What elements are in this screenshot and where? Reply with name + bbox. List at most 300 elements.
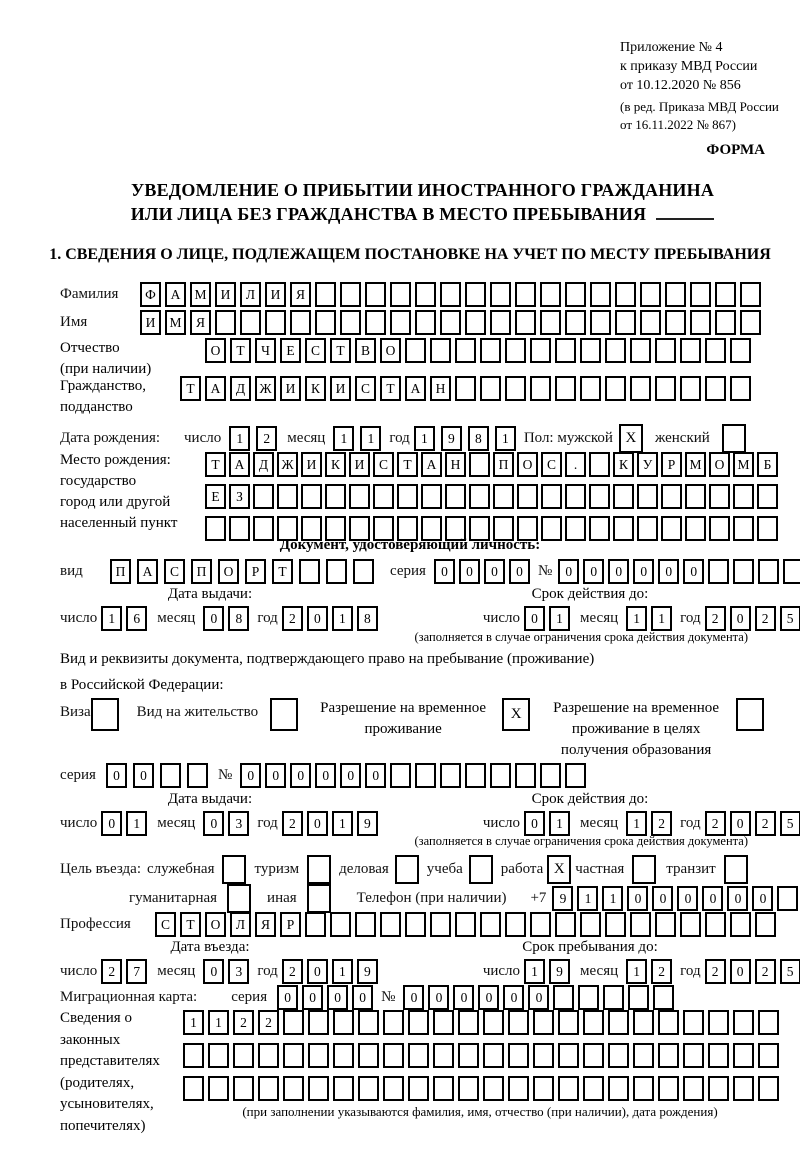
char-box[interactable]: 7	[126, 959, 147, 984]
sex-male-checkbox[interactable]: X	[619, 424, 643, 453]
char-box[interactable]	[340, 282, 361, 307]
char-box[interactable]: Р	[280, 912, 301, 937]
char-box[interactable]: 1	[332, 606, 353, 631]
char-box[interactable]	[325, 484, 346, 509]
char-box[interactable]	[469, 452, 490, 477]
char-box[interactable]	[505, 338, 526, 363]
char-box[interactable]: 1	[126, 811, 147, 836]
char-box[interactable]	[630, 376, 651, 401]
char-box[interactable]	[690, 282, 711, 307]
char-box[interactable]	[540, 310, 561, 335]
char-box[interactable]: Ч	[255, 338, 276, 363]
char-box[interactable]: П	[191, 559, 212, 584]
char-box[interactable]	[187, 763, 208, 788]
char-box[interactable]	[353, 559, 374, 584]
char-box[interactable]	[658, 1043, 679, 1068]
char-box[interactable]	[758, 1010, 779, 1035]
char-box[interactable]	[758, 1076, 779, 1101]
char-box[interactable]: 0	[558, 559, 579, 584]
char-box[interactable]	[283, 1043, 304, 1068]
char-box[interactable]	[515, 310, 536, 335]
char-box[interactable]	[480, 338, 501, 363]
char-box[interactable]: С	[541, 452, 562, 477]
residence-permit-checkbox[interactable]	[270, 698, 298, 731]
char-box[interactable]: 9	[549, 959, 570, 984]
char-box[interactable]	[315, 282, 336, 307]
char-box[interactable]	[608, 1043, 629, 1068]
char-box[interactable]: Т	[272, 559, 293, 584]
char-box[interactable]: 2	[258, 1010, 279, 1035]
char-box[interactable]: 0	[524, 811, 545, 836]
char-box[interactable]	[658, 1076, 679, 1101]
char-box[interactable]: 0	[403, 985, 424, 1010]
char-box[interactable]: Л	[240, 282, 261, 307]
char-box[interactable]: 0	[730, 606, 751, 631]
char-box[interactable]: С	[373, 452, 394, 477]
char-box[interactable]	[533, 1010, 554, 1035]
char-box[interactable]	[445, 484, 466, 509]
char-box[interactable]: С	[305, 338, 326, 363]
char-box[interactable]	[655, 338, 676, 363]
char-box[interactable]	[740, 310, 761, 335]
char-box[interactable]	[705, 338, 726, 363]
char-box[interactable]	[530, 376, 551, 401]
char-box[interactable]	[583, 1010, 604, 1035]
char-box[interactable]: О	[205, 912, 226, 937]
char-box[interactable]	[333, 1043, 354, 1068]
char-box[interactable]: 0	[627, 886, 648, 911]
char-box[interactable]: 0	[459, 559, 480, 584]
char-box[interactable]	[683, 1010, 704, 1035]
char-box[interactable]	[690, 310, 711, 335]
char-box[interactable]: Т	[205, 452, 226, 477]
char-box[interactable]: 1	[332, 959, 353, 984]
char-box[interactable]: О	[709, 452, 730, 477]
char-box[interactable]	[530, 338, 551, 363]
char-box[interactable]	[708, 1010, 729, 1035]
char-box[interactable]: А	[421, 452, 442, 477]
char-box[interactable]: К	[305, 376, 326, 401]
char-box[interactable]	[565, 763, 586, 788]
char-box[interactable]	[758, 559, 779, 584]
char-box[interactable]: 2	[755, 959, 776, 984]
char-box[interactable]: 1	[360, 426, 381, 451]
char-box[interactable]	[440, 763, 461, 788]
char-box[interactable]: 8	[357, 606, 378, 631]
char-box[interactable]: 1	[101, 606, 122, 631]
char-box[interactable]	[715, 282, 736, 307]
char-box[interactable]	[455, 376, 476, 401]
char-box[interactable]	[469, 484, 490, 509]
char-box[interactable]	[458, 1076, 479, 1101]
char-box[interactable]: 0	[478, 985, 499, 1010]
char-box[interactable]	[715, 310, 736, 335]
purpose-humanitarian-checkbox[interactable]	[227, 884, 251, 913]
char-box[interactable]: 1	[332, 811, 353, 836]
char-box[interactable]: 0	[302, 985, 323, 1010]
char-box[interactable]	[589, 452, 610, 477]
char-box[interactable]	[540, 282, 561, 307]
visa-checkbox[interactable]	[91, 698, 119, 731]
char-box[interactable]	[783, 559, 800, 584]
char-box[interactable]: И	[280, 376, 301, 401]
char-box[interactable]	[308, 1076, 329, 1101]
char-box[interactable]: 0	[327, 985, 348, 1010]
char-box[interactable]	[258, 1043, 279, 1068]
char-box[interactable]	[733, 484, 754, 509]
char-box[interactable]	[680, 338, 701, 363]
char-box[interactable]	[233, 1076, 254, 1101]
char-box[interactable]	[183, 1043, 204, 1068]
char-box[interactable]	[683, 1043, 704, 1068]
char-box[interactable]	[301, 484, 322, 509]
char-box[interactable]	[508, 1043, 529, 1068]
char-box[interactable]	[558, 1010, 579, 1035]
char-box[interactable]	[533, 1043, 554, 1068]
char-box[interactable]	[613, 484, 634, 509]
char-box[interactable]: 0	[101, 811, 122, 836]
char-box[interactable]	[589, 484, 610, 509]
char-box[interactable]	[483, 1010, 504, 1035]
char-box[interactable]	[755, 912, 776, 937]
char-box[interactable]	[655, 912, 676, 937]
char-box[interactable]: 0	[203, 811, 224, 836]
char-box[interactable]	[315, 310, 336, 335]
char-box[interactable]: О	[205, 338, 226, 363]
char-box[interactable]	[405, 912, 426, 937]
char-box[interactable]: 1	[229, 426, 250, 451]
char-box[interactable]: 9	[552, 886, 573, 911]
char-box[interactable]	[160, 763, 181, 788]
purpose-work-checkbox[interactable]: X	[547, 855, 571, 884]
char-box[interactable]	[505, 376, 526, 401]
char-box[interactable]	[665, 310, 686, 335]
char-box[interactable]: 9	[441, 426, 462, 451]
char-box[interactable]: 0	[133, 763, 154, 788]
char-box[interactable]	[583, 1043, 604, 1068]
char-box[interactable]: Ф	[140, 282, 161, 307]
char-box[interactable]: 0	[290, 763, 311, 788]
char-box[interactable]: С	[155, 912, 176, 937]
purpose-other-checkbox[interactable]	[307, 884, 331, 913]
char-box[interactable]: З	[229, 484, 250, 509]
char-box[interactable]	[380, 912, 401, 937]
char-box[interactable]: 1	[577, 886, 598, 911]
char-box[interactable]	[590, 310, 611, 335]
char-box[interactable]	[349, 484, 370, 509]
char-box[interactable]: С	[355, 376, 376, 401]
char-box[interactable]: А	[137, 559, 158, 584]
char-box[interactable]	[630, 912, 651, 937]
char-box[interactable]: 5	[780, 959, 800, 984]
char-box[interactable]: Е	[280, 338, 301, 363]
char-box[interactable]	[208, 1076, 229, 1101]
char-box[interactable]: 8	[228, 606, 249, 631]
char-box[interactable]	[605, 376, 626, 401]
char-box[interactable]	[355, 912, 376, 937]
char-box[interactable]	[640, 310, 661, 335]
char-box[interactable]: 2	[705, 959, 726, 984]
char-box[interactable]	[430, 338, 451, 363]
char-box[interactable]: 2	[282, 606, 303, 631]
char-box[interactable]	[415, 763, 436, 788]
char-box[interactable]: П	[493, 452, 514, 477]
char-box[interactable]: 0	[528, 985, 549, 1010]
char-box[interactable]: 1	[626, 606, 647, 631]
char-box[interactable]	[208, 1043, 229, 1068]
char-box[interactable]: Я	[190, 310, 211, 335]
char-box[interactable]: 0	[307, 606, 328, 631]
char-box[interactable]	[433, 1076, 454, 1101]
char-box[interactable]	[515, 763, 536, 788]
char-box[interactable]: И	[301, 452, 322, 477]
char-box[interactable]	[630, 338, 651, 363]
char-box[interactable]: 1	[495, 426, 516, 451]
char-box[interactable]: У	[637, 452, 658, 477]
purpose-transit-checkbox[interactable]	[724, 855, 748, 884]
char-box[interactable]: Я	[290, 282, 311, 307]
char-box[interactable]: 2	[651, 811, 672, 836]
char-box[interactable]	[517, 484, 538, 509]
char-box[interactable]: 0	[503, 985, 524, 1010]
char-box[interactable]	[383, 1043, 404, 1068]
char-box[interactable]: Д	[253, 452, 274, 477]
char-box[interactable]	[605, 338, 626, 363]
char-box[interactable]	[253, 484, 274, 509]
char-box[interactable]	[383, 1010, 404, 1035]
char-box[interactable]	[757, 484, 778, 509]
char-box[interactable]	[605, 912, 626, 937]
char-box[interactable]	[708, 559, 729, 584]
temp-residence-edu-checkbox[interactable]	[736, 698, 764, 731]
char-box[interactable]	[580, 912, 601, 937]
char-box[interactable]: А	[229, 452, 250, 477]
char-box[interactable]	[633, 1010, 654, 1035]
char-box[interactable]: Т	[397, 452, 418, 477]
char-box[interactable]	[455, 338, 476, 363]
char-box[interactable]	[421, 484, 442, 509]
char-box[interactable]: А	[405, 376, 426, 401]
char-box[interactable]	[555, 376, 576, 401]
char-box[interactable]	[373, 484, 394, 509]
char-box[interactable]	[558, 1076, 579, 1101]
char-box[interactable]: 0	[608, 559, 629, 584]
char-box[interactable]	[433, 1010, 454, 1035]
char-box[interactable]: 1	[602, 886, 623, 911]
char-box[interactable]	[733, 559, 754, 584]
char-box[interactable]: 0	[277, 985, 298, 1010]
char-box[interactable]	[590, 282, 611, 307]
char-box[interactable]: В	[355, 338, 376, 363]
char-box[interactable]	[740, 282, 761, 307]
char-box[interactable]: 1	[208, 1010, 229, 1035]
char-box[interactable]	[637, 484, 658, 509]
char-box[interactable]	[633, 1043, 654, 1068]
char-box[interactable]	[397, 484, 418, 509]
char-box[interactable]: Е	[205, 484, 226, 509]
char-box[interactable]: 0	[752, 886, 773, 911]
char-box[interactable]: 1	[414, 426, 435, 451]
char-box[interactable]	[655, 376, 676, 401]
char-box[interactable]: А	[205, 376, 226, 401]
char-box[interactable]	[277, 484, 298, 509]
purpose-business-checkbox[interactable]	[395, 855, 419, 884]
char-box[interactable]	[553, 985, 574, 1010]
char-box[interactable]	[580, 338, 601, 363]
char-box[interactable]: С	[164, 559, 185, 584]
char-box[interactable]	[215, 310, 236, 335]
char-box[interactable]: Ж	[277, 452, 298, 477]
char-box[interactable]	[683, 1076, 704, 1101]
char-box[interactable]: 1	[626, 959, 647, 984]
char-box[interactable]	[685, 484, 706, 509]
char-box[interactable]	[758, 1043, 779, 1068]
char-box[interactable]: Я	[255, 912, 276, 937]
char-box[interactable]: Н	[445, 452, 466, 477]
char-box[interactable]	[390, 282, 411, 307]
char-box[interactable]	[608, 1010, 629, 1035]
char-box[interactable]	[283, 1076, 304, 1101]
char-box[interactable]: 2	[282, 959, 303, 984]
char-box[interactable]: 0	[307, 811, 328, 836]
char-box[interactable]: 0	[702, 886, 723, 911]
char-box[interactable]: Р	[661, 452, 682, 477]
char-box[interactable]: 0	[265, 763, 286, 788]
char-box[interactable]: 2	[282, 811, 303, 836]
char-box[interactable]: 2	[256, 426, 277, 451]
char-box[interactable]	[705, 912, 726, 937]
char-box[interactable]	[565, 310, 586, 335]
char-box[interactable]	[580, 376, 601, 401]
char-box[interactable]: О	[517, 452, 538, 477]
char-box[interactable]	[490, 763, 511, 788]
char-box[interactable]: 2	[755, 606, 776, 631]
char-box[interactable]	[558, 1043, 579, 1068]
char-box[interactable]	[299, 559, 320, 584]
char-box[interactable]: О	[380, 338, 401, 363]
char-box[interactable]	[408, 1076, 429, 1101]
char-box[interactable]	[333, 1076, 354, 1101]
char-box[interactable]: 0	[428, 985, 449, 1010]
char-box[interactable]	[405, 338, 426, 363]
char-box[interactable]	[733, 1010, 754, 1035]
char-box[interactable]: 1	[549, 606, 570, 631]
char-box[interactable]: И	[330, 376, 351, 401]
char-box[interactable]	[480, 912, 501, 937]
char-box[interactable]	[583, 1076, 604, 1101]
char-box[interactable]	[455, 912, 476, 937]
char-box[interactable]	[490, 310, 511, 335]
char-box[interactable]	[483, 1076, 504, 1101]
char-box[interactable]	[365, 282, 386, 307]
char-box[interactable]	[408, 1043, 429, 1068]
char-box[interactable]: К	[325, 452, 346, 477]
char-box[interactable]	[665, 282, 686, 307]
char-box[interactable]: 0	[727, 886, 748, 911]
char-box[interactable]	[555, 912, 576, 937]
char-box[interactable]	[533, 1076, 554, 1101]
purpose-private-checkbox[interactable]	[632, 855, 656, 884]
char-box[interactable]	[709, 484, 730, 509]
char-box[interactable]: 0	[509, 559, 530, 584]
char-box[interactable]: 1	[333, 426, 354, 451]
char-box[interactable]	[440, 310, 461, 335]
char-box[interactable]: 3	[228, 811, 249, 836]
char-box[interactable]: 5	[780, 606, 800, 631]
char-box[interactable]: 1	[651, 606, 672, 631]
char-box[interactable]: 0	[633, 559, 654, 584]
char-box[interactable]	[493, 484, 514, 509]
char-box[interactable]	[708, 1043, 729, 1068]
char-box[interactable]	[265, 310, 286, 335]
char-box[interactable]: М	[733, 452, 754, 477]
char-box[interactable]	[415, 310, 436, 335]
char-box[interactable]	[358, 1043, 379, 1068]
char-box[interactable]: 2	[705, 811, 726, 836]
char-box[interactable]: Т	[180, 912, 201, 937]
char-box[interactable]: 1	[183, 1010, 204, 1035]
char-box[interactable]	[508, 1076, 529, 1101]
char-box[interactable]: М	[165, 310, 186, 335]
char-box[interactable]	[540, 763, 561, 788]
char-box[interactable]	[615, 282, 636, 307]
char-box[interactable]	[565, 282, 586, 307]
char-box[interactable]: Л	[230, 912, 251, 937]
char-box[interactable]	[730, 376, 751, 401]
char-box[interactable]: Р	[245, 559, 266, 584]
char-box[interactable]	[565, 484, 586, 509]
char-box[interactable]: Ж	[255, 376, 276, 401]
char-box[interactable]	[508, 1010, 529, 1035]
char-box[interactable]	[365, 310, 386, 335]
char-box[interactable]	[305, 912, 326, 937]
char-box[interactable]	[308, 1043, 329, 1068]
char-box[interactable]	[408, 1010, 429, 1035]
char-box[interactable]	[465, 310, 486, 335]
char-box[interactable]: 2	[755, 811, 776, 836]
char-box[interactable]	[240, 310, 261, 335]
char-box[interactable]	[383, 1076, 404, 1101]
char-box[interactable]: 5	[780, 811, 800, 836]
char-box[interactable]: 0	[240, 763, 261, 788]
char-box[interactable]	[330, 912, 351, 937]
char-box[interactable]: 0	[203, 606, 224, 631]
purpose-tourism-checkbox[interactable]	[307, 855, 331, 884]
char-box[interactable]	[233, 1043, 254, 1068]
char-box[interactable]: 0	[365, 763, 386, 788]
char-box[interactable]	[283, 1010, 304, 1035]
char-box[interactable]	[480, 376, 501, 401]
char-box[interactable]	[465, 282, 486, 307]
char-box[interactable]: 1	[626, 811, 647, 836]
char-box[interactable]	[628, 985, 649, 1010]
char-box[interactable]: Б	[757, 452, 778, 477]
char-box[interactable]	[680, 912, 701, 937]
char-box[interactable]	[658, 1010, 679, 1035]
char-box[interactable]: 2	[651, 959, 672, 984]
char-box[interactable]: И	[349, 452, 370, 477]
char-box[interactable]	[258, 1076, 279, 1101]
char-box[interactable]	[433, 1043, 454, 1068]
char-box[interactable]: М	[685, 452, 706, 477]
char-box[interactable]: 0	[352, 985, 373, 1010]
char-box[interactable]	[661, 484, 682, 509]
char-box[interactable]: Т	[180, 376, 201, 401]
char-box[interactable]	[333, 1010, 354, 1035]
char-box[interactable]: 0	[524, 606, 545, 631]
char-box[interactable]	[515, 282, 536, 307]
char-box[interactable]: А	[165, 282, 186, 307]
